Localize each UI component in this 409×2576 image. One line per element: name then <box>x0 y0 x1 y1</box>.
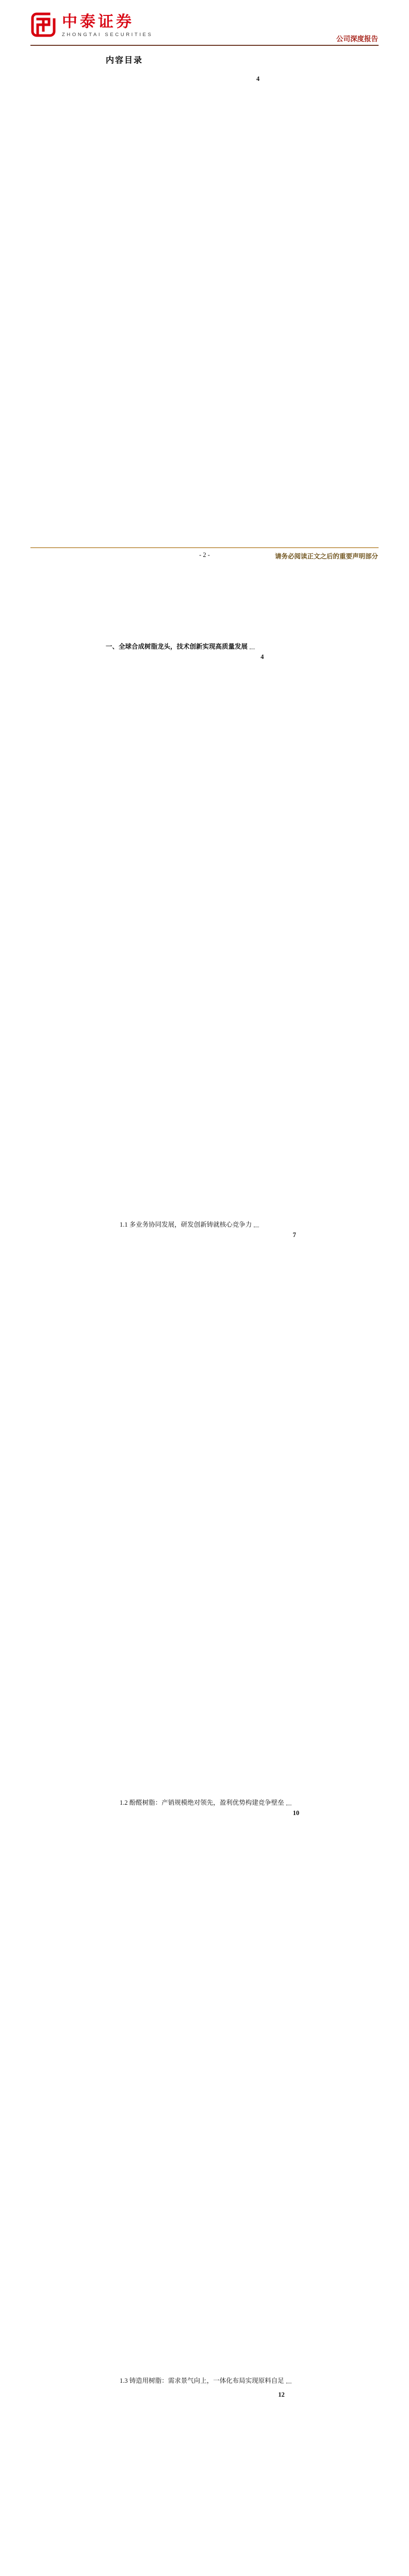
header-divider <box>30 45 379 46</box>
brand-name-cn: 中泰证券 <box>62 13 134 30</box>
toc-title: 内容目录 <box>106 56 143 65</box>
toc-entry <box>106 1808 372 2386</box>
toc-entry-label: 1.1 多业务协同发展，研发创新铸就核心竞争力 <box>120 1221 252 1228</box>
toc-entry-label: 一、全球合成树脂龙头，技术创新实现高质量发展 <box>106 643 248 650</box>
toc-entry-page: 4 <box>256 74 372 652</box>
footer-disclaimer: 请务必阅读正文之后的重要声明部分 <box>274 553 378 560</box>
toc-entry <box>106 74 372 652</box>
brand-text <box>62 14 153 38</box>
report-type-label: 公司深度报告 <box>336 35 378 43</box>
toc-entry-page: 10 <box>293 1808 372 2386</box>
toc-entry-page: 7 <box>293 1230 372 1808</box>
page-number: - 2 - <box>199 551 210 558</box>
toc-list <box>106 74 372 2576</box>
toc-entry <box>106 1230 372 1808</box>
brand-block <box>30 11 153 41</box>
toc-entry <box>106 652 372 1230</box>
content-column <box>106 54 372 2576</box>
toc-entry-label: 1.2 酚醛树脂：产销规模绝对领先，盈利优势构建竞争壁垒 <box>120 1799 284 1806</box>
brand-name-en: ZHONGTAI SECURITIES <box>62 32 153 38</box>
toc-entry-label: 1.3 铸造用树脂：需求景气向上，一体化布局实现原料自足 <box>120 2377 284 2384</box>
toc-entry-page: 4 <box>260 652 372 1230</box>
toc-entry-page: 12 <box>278 2389 372 2576</box>
toc-entry <box>106 2389 372 2576</box>
zhongtai-logo-icon <box>30 11 57 41</box>
footer-divider <box>30 547 379 548</box>
